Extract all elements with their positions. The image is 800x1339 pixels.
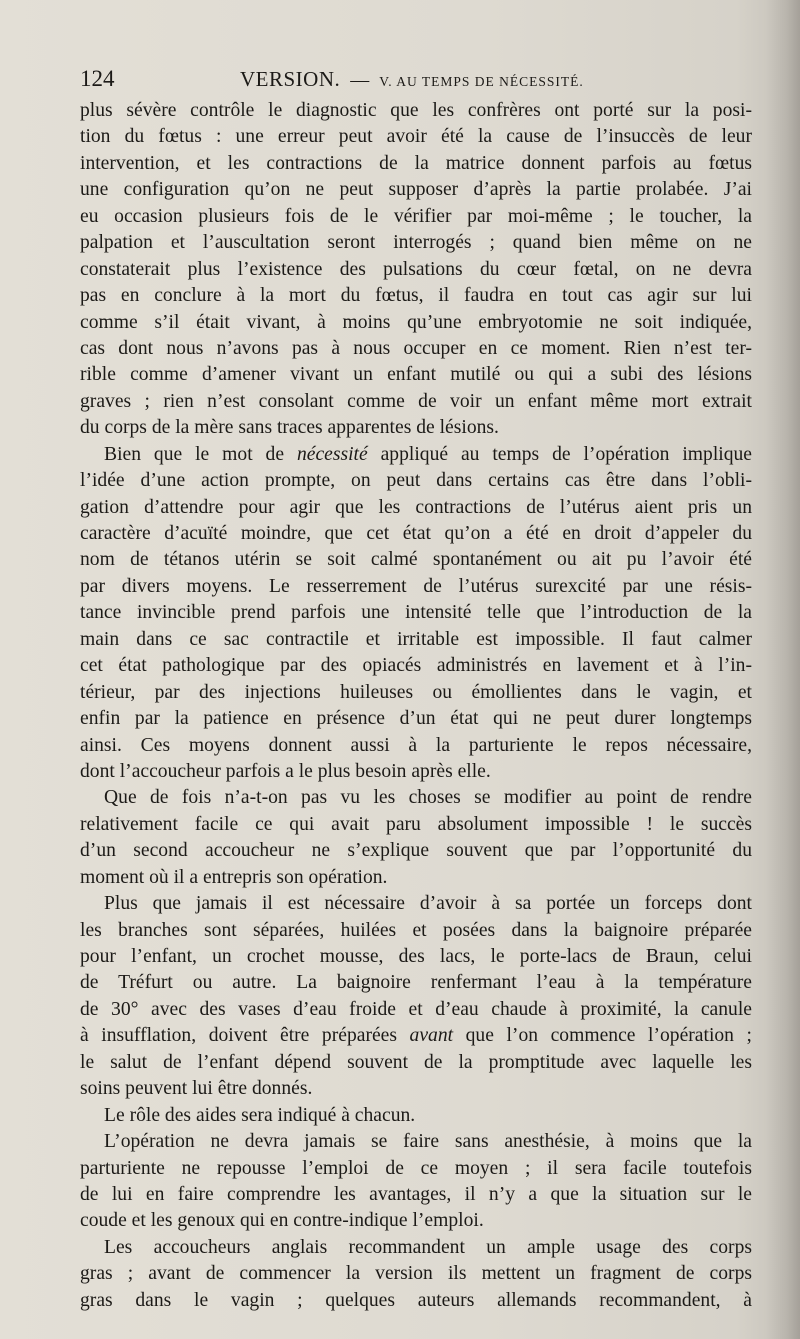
text-line: de lui en faire comprendre les avantages, il n’y a que la situation sur le bbox=[80, 1183, 752, 1205]
running-title bbox=[240, 64, 584, 97]
text-segment: que l’on commence l’opération ; bbox=[453, 1025, 752, 1047]
text-line: une configuration qu’on ne peut supposer d’après la partie prolabée. J’ai bbox=[80, 179, 752, 201]
text-line: enfin par la patience en présence d’un état qui ne peut durer longtemps bbox=[80, 708, 752, 730]
section-title: V. AU TEMPS DE NÉCESSITÉ. bbox=[379, 74, 584, 89]
text-line: comme s’il était vivant, à moins qu’une embryotomie ne soit indiquée, bbox=[80, 311, 752, 333]
text-line: du corps de la mère sans traces apparentes de lésions. bbox=[80, 417, 499, 439]
text-line: eu occasion plusieurs fois de le vérifier par moi-même ; le toucher, la bbox=[80, 205, 752, 227]
text-line: dont l’accoucheur parfois a le plus besoin après elle. bbox=[80, 760, 491, 782]
text-line: d’un second accoucheur ne s’explique souvent que par l’opportunité du bbox=[80, 840, 752, 862]
text-line: Les accoucheurs anglais recommandent un ample usage des corps bbox=[104, 1236, 752, 1258]
text-line: nom de tétanos utérin se soit calmé spontanément ou ait pu l’avoir été bbox=[80, 549, 752, 571]
text-line: gation d’attendre pour agir que les contractions de l’utérus aient pris un bbox=[80, 496, 752, 518]
text-line: constaterait plus l’existence des pulsations du cœur fœtal, on ne devra bbox=[80, 258, 752, 280]
italic-term: nécessité bbox=[296, 443, 368, 465]
italic-term: avant bbox=[409, 1025, 454, 1047]
text-line: palpation et l’auscultation seront interrogés ; quand bien même on ne bbox=[80, 232, 752, 254]
text-line: tion du fœtus : une erreur peut avoir été la cause de l’insuccès de leur bbox=[80, 126, 752, 148]
text-line: soins peuvent lui être donnés. bbox=[80, 1078, 313, 1100]
page-edge-shadow bbox=[766, 0, 800, 1339]
text-line: ainsi. Ces moyens donnent aussi à la parturiente le repos nécessaire, bbox=[80, 734, 752, 756]
text-line: coude et les genoux qui en contre-indique l’emploi. bbox=[80, 1210, 484, 1232]
text-line: Plus que jamais il est nécessaire d’avoir à sa portée un forceps dont bbox=[104, 893, 752, 915]
text-line: le salut de l’enfant dépend souvent de la promptitude avec laquelle les bbox=[80, 1051, 752, 1073]
text-line: pour l’enfant, un crochet mousse, des lacs, le porte-lacs de Braun, celui bbox=[80, 946, 752, 967]
page-number: 124 bbox=[80, 66, 115, 91]
text-line: les branches sont séparées, huilées et posées dans la baignoire préparée bbox=[80, 919, 752, 941]
text-segment: Bien que le mot de bbox=[104, 443, 297, 465]
running-header bbox=[80, 64, 752, 94]
text-line: gras ; avant de commencer la version ils mettent un fragment de corps bbox=[80, 1263, 752, 1285]
text-line: parturiente ne repousse l’emploi de ce moyen ; il sera facile toutefois bbox=[80, 1157, 752, 1179]
text-line: térieur, par des injections huileuses ou émollientes dans le vagin, et bbox=[80, 681, 752, 703]
text-line: Le rôle des aides sera indiqué à chacun. bbox=[104, 1104, 416, 1126]
text-line: graves ; rien n’est consolant comme de voir un enfant même mort extrait bbox=[80, 390, 752, 412]
text-line bbox=[80, 1023, 752, 1049]
text-line: tance invincible prend parfois une intensité telle que l’introduction de la bbox=[80, 602, 752, 624]
text-line: par divers moyens. Le resserrement de l’utérus surexcité par une résis- bbox=[80, 575, 752, 597]
text-line: L’opération ne devra jamais se faire sans anesthésie, à moins que la bbox=[104, 1131, 752, 1153]
text-line: caractère d’acuïté moindre, que cet état qu’on a été en droit d’appeler du bbox=[80, 523, 752, 544]
text-line: de 30° avec des vases d’eau froide et d’eau chaude à proximité, la canule bbox=[80, 998, 752, 1020]
text-line: main dans ce sac contractile et irritable est impossible. Il faut calmer bbox=[80, 628, 752, 650]
text-line: plus sévère contrôle le diagnostic que les confrères ont porté sur la posi- bbox=[80, 100, 752, 121]
text-line: cas dont nous n’avons pas à nous occuper en ce moment. Rien n’est ter- bbox=[80, 337, 752, 359]
text-segment: appliqué au temps de l’opération implique bbox=[367, 443, 753, 465]
text-line: intervention, et les contractions de la matrice donnent parfois au fœtus bbox=[80, 152, 752, 174]
text-line: relativement facile ce qui avait paru absolument impossible ! le succès bbox=[80, 813, 752, 835]
text-segment: à insufflation, doivent être préparées bbox=[80, 1025, 410, 1047]
text-line: Que de fois n’a-t-on pas vu les choses se modifier au point de rendre bbox=[104, 787, 752, 809]
title-separator: — bbox=[350, 70, 370, 91]
text-line: rible comme d’amener vivant un enfant mutilé ou qui a subi des lésions bbox=[80, 364, 752, 386]
text-line: l’idée d’une action prompte, on peut dans certains cas être dans l’obli- bbox=[80, 470, 752, 492]
text-line: cet état pathologique par des opiacés administrés en lavement et à l’in- bbox=[80, 655, 752, 677]
text-line: gras dans le vagin ; quelques auteurs allemands recommandent, à bbox=[80, 1289, 752, 1311]
text-line bbox=[80, 442, 752, 468]
text-line: moment où il a entrepris son opération. bbox=[80, 866, 388, 888]
text-line: de Tréfurt ou autre. La baignoire renfermant l’eau à la température bbox=[80, 972, 752, 994]
body-text bbox=[80, 98, 752, 1314]
chapter-title: VERSION. bbox=[240, 67, 341, 91]
text-line: pas en conclure à la mort du fœtus, il faudra en tout cas agir sur lui bbox=[80, 285, 752, 307]
